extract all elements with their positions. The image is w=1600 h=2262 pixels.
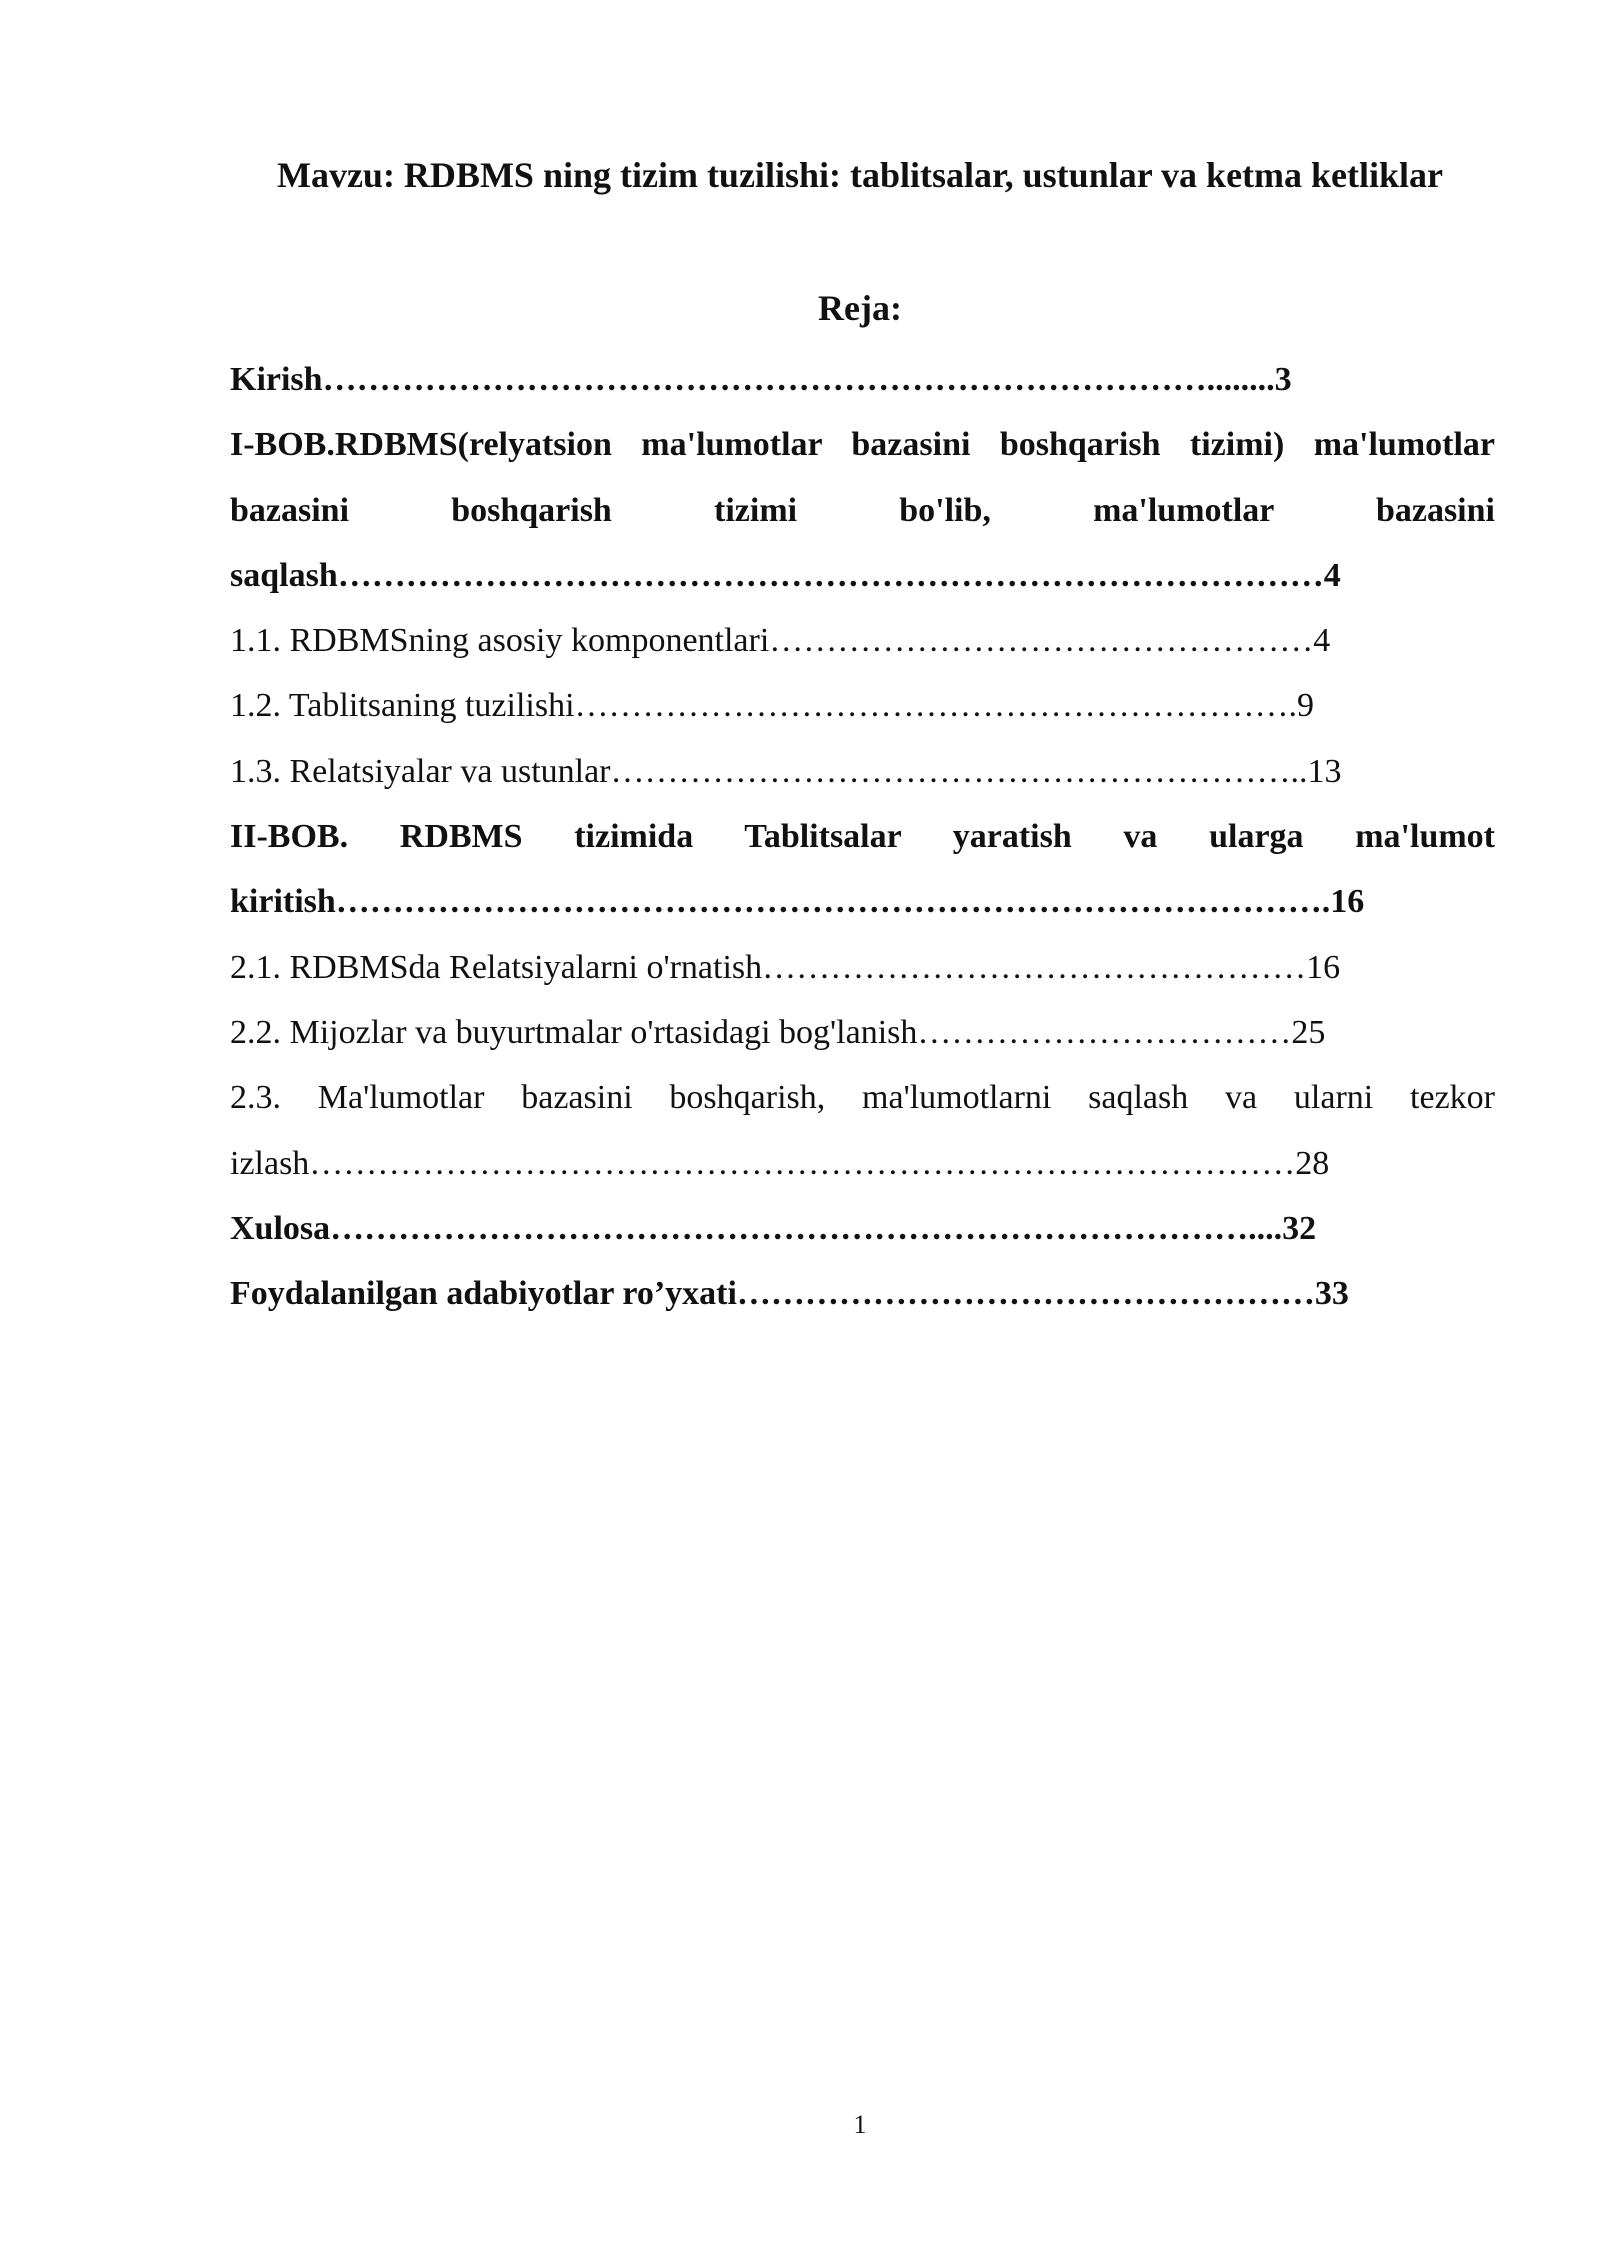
page-number: 1 <box>853 2110 867 2139</box>
toc-entry-chapter-2: II-BOB. RDBMS tizimida Tablitsalar yaratish va ularga ma'lumot kiritish…………………………………………………………………………….16 <box>230 818 1495 921</box>
toc-entry-section-1-3: 1.3. Relatsiyalar va ustunlar……………………………………………………..13 <box>230 752 1342 790</box>
plan-heading: Reja: <box>818 288 902 328</box>
toc-entry-chapter-1: I-BOB.RDBMS(relyatsion ma'lumotlar bazasini boshqarish tizimi) ma'lumotlar bazasini boshqarish tizimi bo'lib, ma'lumotlar bazasini saqlash……………………………………………………………………………4 <box>230 426 1495 594</box>
toc-entry-section-2-3: 2.3. Ma'lumotlar bazasini boshqarish, ma'lumotlarni saqlash va ularni tezkor izlash……………………………………………………………………………28 <box>230 1079 1495 1182</box>
toc-entry-section-2-1: 2.1. RDBMSda Relatsiyalarni o'rnatish…………………………………………16 <box>230 948 1341 986</box>
toc-entry-section-1-2: 1.2. Tablitsaning tuzilishi……………………………………………………….9 <box>230 687 1315 725</box>
table-of-contents <box>230 347 1495 1326</box>
document-topic-heading: Mavzu: RDBMS ning tizim tuzilishi: tablitsalar, ustunlar va ketma ketliklar <box>276 155 1444 195</box>
toc-entry-references: Foydalanilgan adabiyotlar ro’yxati……………………………………………33 <box>230 1275 1349 1313</box>
toc-entry-xulosa: Xulosa………………………………………………………………………....32 <box>230 1209 1317 1247</box>
toc-entry-section-2-2: 2.2. Mijozlar va buyurtmalar o'rtasidagi bog'lanish……………………………25 <box>230 1013 1326 1051</box>
toc-entry-section-1-1: 1.1. RDBMSning asosiy komponentlari…………………………………………4 <box>230 622 1331 660</box>
toc-entry-kirish: Kirish……………………………………………………………………........3 <box>230 361 1292 398</box>
